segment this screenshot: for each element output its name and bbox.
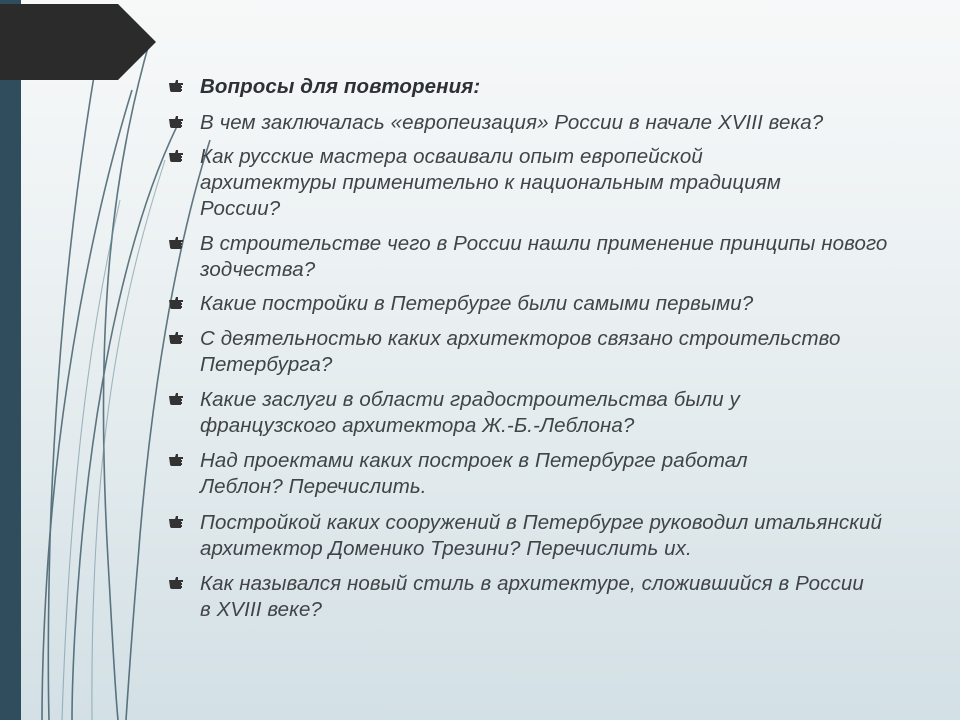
list-item: [168, 326, 908, 378]
list-item: [168, 110, 908, 136]
list-item: [168, 144, 908, 222]
pointing-hand-icon: [168, 392, 184, 406]
pointing-hand-icon: [168, 331, 184, 345]
pointing-hand-icon: [168, 149, 184, 163]
question-list: [168, 72, 908, 623]
pointing-hand-icon: [168, 576, 184, 590]
list-heading: [168, 74, 908, 100]
question-text: С деятельностью каких архитекторов связано строительство Петербурга?: [200, 327, 841, 376]
pointing-hand-icon: [168, 453, 184, 467]
question-text: В чем заключалась «европеизация» России в начале XVIII века?: [200, 111, 824, 134]
pointing-hand-icon: [168, 515, 184, 529]
pointing-hand-icon: [168, 79, 184, 93]
list-item: [168, 510, 908, 562]
list-item: [168, 571, 908, 623]
question-text: Постройкой каких сооружений в Петербурге руководил итальянский архитектор Доменико Трезини? Перечислить их.: [200, 511, 882, 560]
question-text: Какие постройки в Петербурге были самыми первыми?: [200, 292, 754, 315]
question-text: Над проектами каких построек в Петербурге работал Леблон? Перечислить.: [200, 449, 748, 498]
title-flag-shape: [0, 0, 160, 92]
pointing-hand-icon: [168, 296, 184, 310]
question-text: Как русские мастера осваивали опыт европейской архитектуры применительно к национальным традициям России?: [200, 145, 781, 220]
pointing-hand-icon: [168, 236, 184, 250]
question-text: В строительстве чего в России нашли применение принципы нового зодчества?: [200, 232, 888, 281]
list-item: [168, 387, 908, 439]
heading-text: Вопросы для повторения:: [200, 75, 481, 98]
list-item: [168, 231, 908, 283]
pointing-hand-icon: [168, 115, 184, 129]
list-item: [168, 448, 908, 500]
question-text: Как назывался новый стиль в архитектуре, сложившийся в России в XVIII веке?: [200, 572, 864, 621]
question-text: Какие заслуги в области градостроительства были у французского архитектора Ж.-Б.-Леблона?: [200, 388, 740, 437]
list-item: [168, 291, 908, 317]
